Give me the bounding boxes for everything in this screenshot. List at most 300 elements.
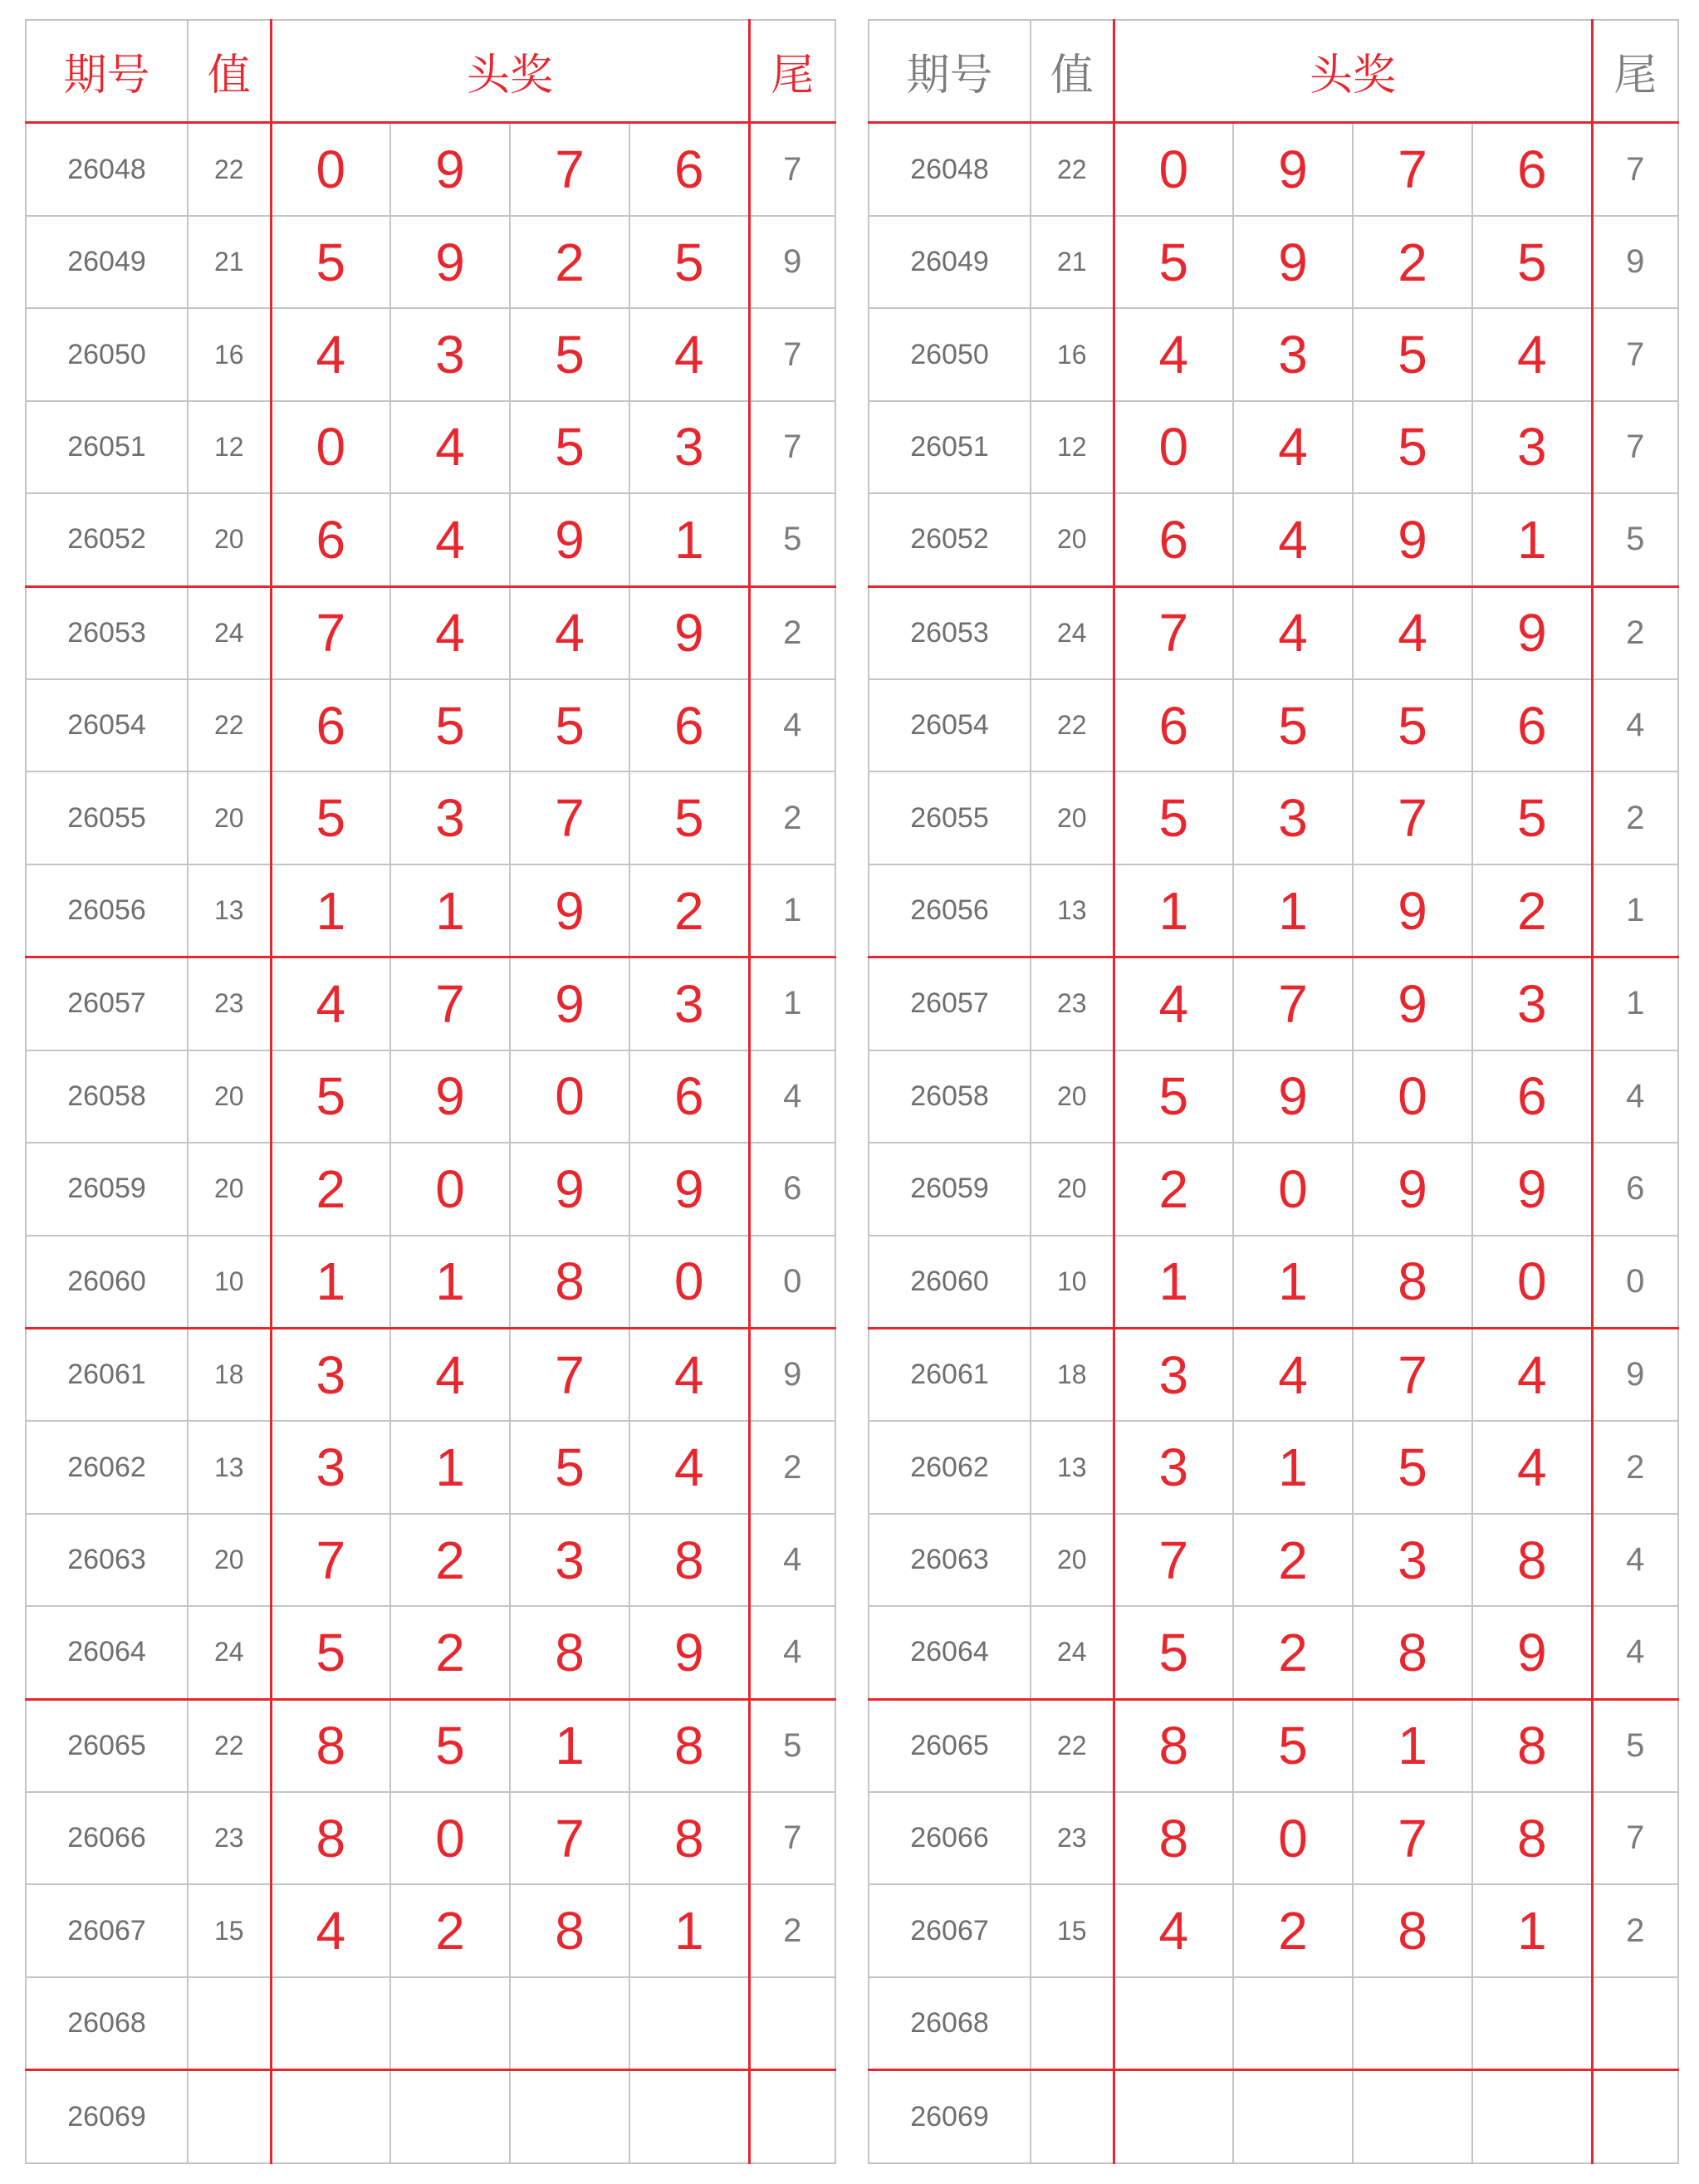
value-cell: [188, 2070, 271, 2163]
digit-cell: 4: [629, 1421, 749, 1513]
value-cell: 13: [1031, 864, 1114, 957]
digit-cell: 5: [390, 679, 510, 771]
tail-cell: 9: [1592, 1328, 1678, 1421]
tail-cell: 7: [1592, 123, 1678, 216]
value-cell: 20: [188, 1143, 271, 1235]
tail-cell: 2: [1592, 771, 1678, 864]
digit-cell: 9: [1472, 1606, 1592, 1699]
tail-cell: 2: [749, 586, 835, 679]
tail-cell: 4: [749, 1606, 835, 1699]
tail-cell: [1592, 2070, 1678, 2163]
digit-cell: 3: [1233, 771, 1353, 864]
period-cell: 26048: [869, 123, 1031, 216]
tail-header: 尾: [1592, 20, 1678, 123]
digit-cell: [1114, 1977, 1233, 2070]
digit-cell: 0: [629, 1236, 749, 1329]
digit-cell: 5: [271, 1606, 390, 1699]
digit-cell: 4: [271, 308, 390, 400]
digit-cell: 1: [1233, 864, 1353, 957]
value-cell: 12: [1031, 401, 1114, 493]
digit-cell: 8: [629, 1514, 749, 1606]
period-cell: 26067: [869, 1884, 1031, 1976]
digit-cell: 7: [1233, 957, 1353, 1050]
tail-cell: 7: [749, 123, 835, 216]
period-cell: 26060: [26, 1236, 188, 1329]
table-row: [26, 1699, 835, 1792]
tail-cell: 4: [749, 1050, 835, 1143]
table-row: [869, 1606, 1678, 1699]
digit-cell: 8: [1114, 1699, 1233, 1792]
period-cell: 26051: [26, 401, 188, 493]
digit-cell: 6: [271, 493, 390, 586]
digit-cell: 5: [1353, 679, 1472, 771]
digit-cell: 6: [629, 679, 749, 771]
digit-cell: [1472, 2070, 1592, 2163]
digit-cell: 2: [1353, 216, 1472, 308]
prize-header: 头奖: [271, 20, 749, 123]
period-cell: 26063: [869, 1514, 1031, 1606]
digit-cell: 9: [1472, 586, 1592, 679]
digit-cell: 8: [271, 1699, 390, 1792]
digit-cell: 1: [1114, 1236, 1233, 1329]
table-row: [869, 1514, 1678, 1606]
value-cell: 24: [188, 1606, 271, 1699]
digit-cell: 5: [1233, 1699, 1353, 1792]
digit-cell: 9: [1353, 864, 1472, 957]
digit-cell: 9: [390, 123, 510, 216]
digit-cell: [510, 1977, 629, 2070]
table-row: [869, 123, 1678, 216]
value-cell: 18: [1031, 1328, 1114, 1421]
table-row: [26, 1977, 835, 2070]
digit-cell: 6: [629, 123, 749, 216]
digit-cell: 1: [390, 1421, 510, 1513]
period-header: 期号: [869, 20, 1031, 123]
results-table-right: [868, 19, 1679, 2164]
tail-cell: 6: [749, 1143, 835, 1235]
value-cell: 20: [1031, 1514, 1114, 1606]
digit-cell: 2: [629, 864, 749, 957]
digit-cell: 2: [1114, 1143, 1233, 1235]
digit-cell: 8: [1353, 1884, 1472, 1976]
digit-cell: 9: [1353, 493, 1472, 586]
period-cell: 26053: [26, 586, 188, 679]
value-cell: 20: [188, 1050, 271, 1143]
value-cell: 20: [1031, 1143, 1114, 1235]
digit-cell: 4: [1472, 1421, 1592, 1513]
tail-cell: 2: [749, 1421, 835, 1513]
digit-cell: 7: [390, 957, 510, 1050]
value-cell: 22: [1031, 679, 1114, 771]
tail-cell: 0: [1592, 1236, 1678, 1329]
period-cell: 26064: [26, 1606, 188, 1699]
digit-cell: 3: [390, 308, 510, 400]
digit-cell: 5: [510, 1421, 629, 1513]
table-row: [869, 1977, 1678, 2070]
digit-cell: 5: [271, 216, 390, 308]
digit-cell: 4: [629, 308, 749, 400]
digit-cell: 4: [1472, 308, 1592, 400]
value-cell: 24: [1031, 1606, 1114, 1699]
value-cell: 21: [1031, 216, 1114, 308]
digit-cell: 7: [510, 1792, 629, 1884]
digit-cell: 5: [510, 308, 629, 400]
digit-cell: 7: [271, 1514, 390, 1606]
table-row: [869, 493, 1678, 586]
digit-cell: 4: [1233, 586, 1353, 679]
table-row: [869, 1699, 1678, 1792]
table-row: [869, 586, 1678, 679]
digit-cell: 1: [390, 1236, 510, 1329]
value-cell: 24: [188, 586, 271, 679]
tail-cell: 5: [749, 1699, 835, 1792]
digit-cell: 2: [271, 1143, 390, 1235]
digit-cell: 8: [1472, 1514, 1592, 1606]
digit-cell: 9: [1233, 123, 1353, 216]
table-row: [26, 308, 835, 400]
value-cell: [1031, 1977, 1114, 2070]
value-cell: 20: [188, 771, 271, 864]
digit-cell: 4: [390, 493, 510, 586]
digit-cell: 9: [1353, 957, 1472, 1050]
tail-cell: 2: [1592, 586, 1678, 679]
digit-cell: 0: [390, 1143, 510, 1235]
table-row: [869, 1050, 1678, 1143]
digit-cell: 7: [1353, 1792, 1472, 1884]
digit-cell: 1: [271, 1236, 390, 1329]
digit-cell: 4: [1233, 1328, 1353, 1421]
digit-cell: [1114, 2070, 1233, 2163]
tail-cell: 2: [749, 1884, 835, 1976]
digit-cell: 8: [1472, 1699, 1592, 1792]
digit-cell: 0: [510, 1050, 629, 1143]
digit-cell: 5: [1114, 771, 1233, 864]
value-cell: 13: [188, 1421, 271, 1513]
tail-cell: 4: [749, 679, 835, 771]
period-cell: 26056: [869, 864, 1031, 957]
tail-cell: 4: [1592, 679, 1678, 771]
value-cell: 12: [188, 401, 271, 493]
value-header: 值: [188, 20, 271, 123]
digit-cell: 1: [1114, 864, 1233, 957]
digit-cell: [510, 2070, 629, 2163]
table-row: [26, 679, 835, 771]
table-row: [26, 1050, 835, 1143]
digit-cell: 3: [1114, 1328, 1233, 1421]
value-cell: 20: [1031, 771, 1114, 864]
value-cell: 22: [188, 123, 271, 216]
digit-cell: 9: [510, 864, 629, 957]
digit-cell: 2: [1233, 1606, 1353, 1699]
digit-cell: 4: [1233, 493, 1353, 586]
tail-cell: 1: [1592, 957, 1678, 1050]
period-cell: 26057: [869, 957, 1031, 1050]
table-row: [26, 401, 835, 493]
digit-cell: [1233, 1977, 1353, 2070]
value-cell: 23: [1031, 957, 1114, 1050]
tail-cell: 2: [1592, 1884, 1678, 1976]
value-cell: 16: [1031, 308, 1114, 400]
period-cell: 26054: [26, 679, 188, 771]
digit-cell: 2: [510, 216, 629, 308]
digit-cell: 9: [390, 1050, 510, 1143]
period-cell: 26049: [26, 216, 188, 308]
digit-cell: 8: [510, 1884, 629, 1976]
table-row: [26, 1236, 835, 1329]
table-row: [869, 1792, 1678, 1884]
digit-cell: 5: [1472, 216, 1592, 308]
digit-cell: 9: [390, 216, 510, 308]
value-cell: 13: [188, 864, 271, 957]
table-row: [26, 957, 835, 1050]
tail-cell: 5: [749, 493, 835, 586]
tail-cell: 6: [1592, 1143, 1678, 1235]
period-cell: 26068: [869, 1977, 1031, 2070]
period-cell: 26064: [869, 1606, 1031, 1699]
value-cell: 10: [188, 1236, 271, 1329]
digit-cell: 0: [1114, 401, 1233, 493]
tail-cell: 4: [749, 1514, 835, 1606]
period-cell: 26058: [26, 1050, 188, 1143]
value-cell: 22: [188, 679, 271, 771]
period-cell: 26056: [26, 864, 188, 957]
tail-cell: 9: [749, 1328, 835, 1421]
digit-cell: 5: [271, 1050, 390, 1143]
value-cell: 22: [1031, 123, 1114, 216]
value-cell: 22: [1031, 1699, 1114, 1792]
digit-cell: 9: [629, 1606, 749, 1699]
period-header: 期号: [26, 20, 188, 123]
tail-cell: 1: [1592, 864, 1678, 957]
digit-cell: 5: [1472, 771, 1592, 864]
period-cell: 26059: [869, 1143, 1031, 1235]
results-body-right: [869, 20, 1678, 2163]
table-row: [26, 2070, 835, 2163]
value-cell: 22: [188, 1699, 271, 1792]
period-cell: 26061: [26, 1328, 188, 1421]
digit-cell: 3: [271, 1328, 390, 1421]
period-cell: 26053: [869, 586, 1031, 679]
digit-cell: 1: [390, 864, 510, 957]
period-cell: 26052: [869, 493, 1031, 586]
table-row: [26, 771, 835, 864]
tail-cell: 5: [1592, 493, 1678, 586]
value-cell: 10: [1031, 1236, 1114, 1329]
table-row: [26, 1884, 835, 1976]
digit-cell: 7: [271, 586, 390, 679]
digit-cell: [1353, 2070, 1472, 2163]
value-cell: 21: [188, 216, 271, 308]
digit-cell: 6: [629, 1050, 749, 1143]
digit-cell: 3: [1114, 1421, 1233, 1513]
value-cell: 20: [188, 493, 271, 586]
digit-cell: 5: [1114, 216, 1233, 308]
table-row: [26, 1328, 835, 1421]
table-row: [869, 1421, 1678, 1513]
tail-cell: 9: [749, 216, 835, 308]
digit-cell: 4: [271, 957, 390, 1050]
period-cell: 26055: [869, 771, 1031, 864]
tail-cell: [749, 1977, 835, 2070]
digit-cell: 8: [629, 1792, 749, 1884]
tail-cell: 7: [749, 1792, 835, 1884]
table-row: [26, 1421, 835, 1513]
value-header: 值: [1031, 20, 1114, 123]
period-cell: 26058: [869, 1050, 1031, 1143]
digit-cell: 6: [1472, 123, 1592, 216]
digit-cell: 3: [1472, 957, 1592, 1050]
digit-cell: 9: [510, 493, 629, 586]
tail-cell: 1: [749, 864, 835, 957]
digit-cell: 7: [1353, 123, 1472, 216]
period-cell: 26052: [26, 493, 188, 586]
period-cell: 26066: [869, 1792, 1031, 1884]
tail-cell: 2: [749, 771, 835, 864]
tail-cell: 4: [1592, 1514, 1678, 1606]
table-row: [26, 1143, 835, 1235]
digit-cell: 8: [510, 1606, 629, 1699]
digit-cell: 9: [510, 1143, 629, 1235]
digit-cell: 9: [629, 1143, 749, 1235]
tail-cell: 9: [1592, 216, 1678, 308]
digit-cell: 6: [1472, 679, 1592, 771]
digit-cell: 5: [1233, 679, 1353, 771]
right-table-panel: [868, 19, 1677, 2164]
digit-cell: 2: [390, 1606, 510, 1699]
period-cell: 26063: [26, 1514, 188, 1606]
tail-cell: 4: [1592, 1050, 1678, 1143]
digit-cell: 9: [1353, 1143, 1472, 1235]
value-cell: 20: [1031, 493, 1114, 586]
tail-cell: 1: [749, 957, 835, 1050]
period-cell: 26050: [869, 308, 1031, 400]
digit-cell: [629, 1977, 749, 2070]
table-row: [26, 216, 835, 308]
results-body-left: [26, 20, 835, 2163]
tail-cell: 7: [749, 401, 835, 493]
table-row: [869, 679, 1678, 771]
digit-cell: 5: [1114, 1606, 1233, 1699]
digit-cell: 5: [1353, 401, 1472, 493]
value-cell: 20: [1031, 1050, 1114, 1143]
value-cell: 15: [1031, 1884, 1114, 1976]
digit-cell: 6: [1114, 679, 1233, 771]
digit-cell: 9: [629, 586, 749, 679]
digit-cell: 5: [629, 771, 749, 864]
digit-cell: 7: [1114, 1514, 1233, 1606]
digit-cell: 4: [629, 1328, 749, 1421]
digit-cell: 5: [271, 771, 390, 864]
digit-cell: 0: [390, 1792, 510, 1884]
period-cell: 26057: [26, 957, 188, 1050]
digit-cell: 5: [510, 401, 629, 493]
digit-cell: 7: [510, 123, 629, 216]
digit-cell: 4: [390, 586, 510, 679]
table-row: [869, 957, 1678, 1050]
digit-cell: 9: [1472, 1143, 1592, 1235]
digit-cell: 6: [1114, 493, 1233, 586]
digit-cell: [390, 1977, 510, 2070]
tail-cell: 4: [1592, 1606, 1678, 1699]
period-cell: 26050: [26, 308, 188, 400]
digit-cell: 9: [510, 957, 629, 1050]
digit-cell: 5: [390, 1699, 510, 1792]
tail-cell: 7: [1592, 308, 1678, 400]
value-cell: 23: [1031, 1792, 1114, 1884]
digit-cell: [271, 2070, 390, 2163]
table-row: [869, 308, 1678, 400]
table-row: [869, 771, 1678, 864]
header-row: [869, 20, 1678, 123]
digit-cell: 4: [1114, 1884, 1233, 1976]
value-cell: 24: [1031, 586, 1114, 679]
table-row: [869, 1328, 1678, 1421]
digit-cell: 5: [629, 216, 749, 308]
value-cell: 13: [1031, 1421, 1114, 1513]
table-row: [869, 216, 1678, 308]
digit-cell: 1: [1472, 1884, 1592, 1976]
digit-cell: 0: [1233, 1792, 1353, 1884]
header-row: [26, 20, 835, 123]
period-cell: 26051: [869, 401, 1031, 493]
digit-cell: 3: [271, 1421, 390, 1513]
digit-cell: [271, 1977, 390, 2070]
period-cell: 26066: [26, 1792, 188, 1884]
tail-cell: 0: [749, 1236, 835, 1329]
digit-cell: 7: [1353, 771, 1472, 864]
digit-cell: 4: [1233, 401, 1353, 493]
value-cell: 23: [188, 957, 271, 1050]
digit-cell: 5: [1353, 1421, 1472, 1513]
digit-cell: 4: [390, 401, 510, 493]
digit-cell: 8: [1353, 1236, 1472, 1329]
digit-cell: 6: [271, 679, 390, 771]
digit-cell: 3: [390, 771, 510, 864]
period-cell: 26065: [26, 1699, 188, 1792]
value-cell: 18: [188, 1328, 271, 1421]
digit-cell: 8: [1353, 1606, 1472, 1699]
value-cell: 15: [188, 1884, 271, 1976]
digit-cell: 1: [1353, 1699, 1472, 1792]
digit-cell: 2: [1233, 1514, 1353, 1606]
digit-cell: 0: [1472, 1236, 1592, 1329]
digit-cell: [390, 2070, 510, 2163]
digit-cell: 2: [1472, 864, 1592, 957]
value-cell: [1031, 2070, 1114, 2163]
tail-header: 尾: [749, 20, 835, 123]
tail-cell: 7: [749, 308, 835, 400]
period-cell: 26055: [26, 771, 188, 864]
digit-cell: 3: [1472, 401, 1592, 493]
tail-cell: [1592, 1977, 1678, 2070]
period-cell: 26048: [26, 123, 188, 216]
table-row: [869, 1884, 1678, 1976]
digit-cell: 3: [629, 957, 749, 1050]
period-cell: 26069: [26, 2070, 188, 2163]
table-row: [869, 864, 1678, 957]
digit-cell: 9: [1233, 1050, 1353, 1143]
period-cell: 26067: [26, 1884, 188, 1976]
digit-cell: 4: [1114, 957, 1233, 1050]
digit-cell: 2: [390, 1884, 510, 1976]
period-cell: 26065: [869, 1699, 1031, 1792]
digit-cell: 4: [510, 586, 629, 679]
period-cell: 26069: [869, 2070, 1031, 2163]
digit-cell: 7: [1114, 586, 1233, 679]
digit-cell: 4: [1114, 308, 1233, 400]
digit-cell: 0: [1114, 123, 1233, 216]
table-row: [869, 1143, 1678, 1235]
